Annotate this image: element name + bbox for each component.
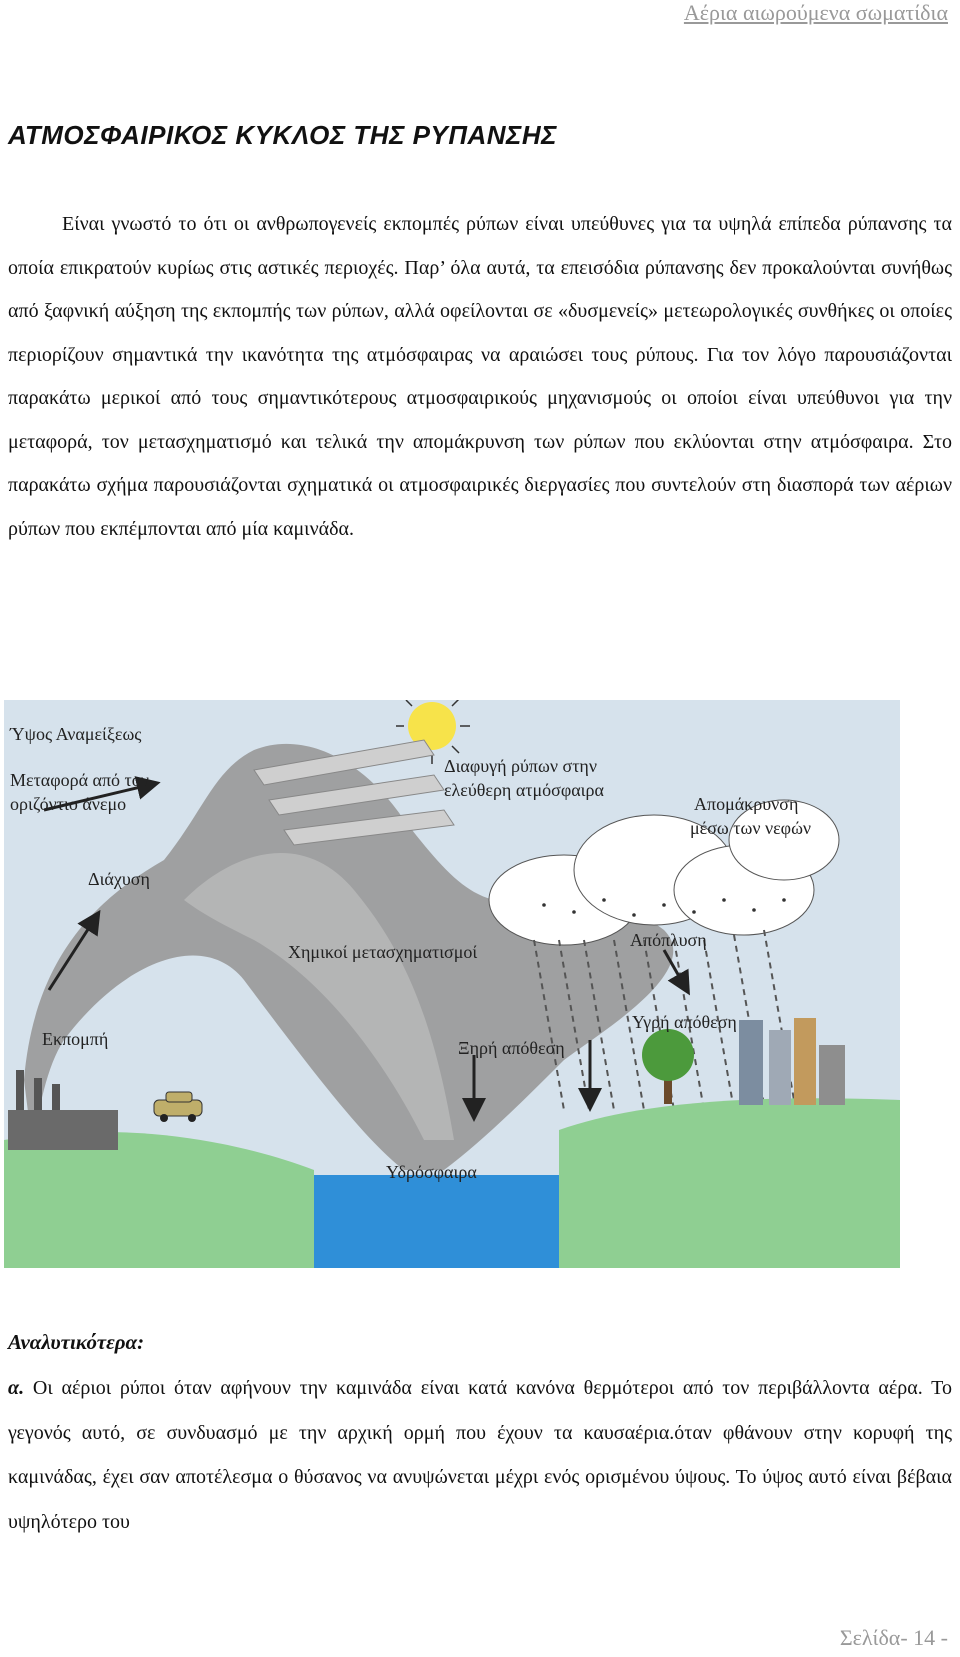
intro-paragraph: Είναι γνωστό το ότι οι ανθρωπογενείς εκπομπές ρύπων είναι υπεύθυνες για τα υψηλά επίπεδα ρύπανσης τα οποία επικρατούν κυρίως στις αστικές περιοχές. Παρ’ όλα αυτά, τα επεισόδια ρύπανσης δεν προκαλούνται συνήθως από ξαφνική αύξηση της εκπομπής των ρύπων, αλλά οφείλονται σε «δυσμενείς» μετεωρολογικές συνθήκες οι οποίες περιορίζουν σημαντικά την ικανότητα της ατμόσφαιρας να αραιώσει τους ρύπους. Για τον λόγο παρουσιάζονται παρακάτω μερικοί από τους σημαντικότερους ατμοσφαιρικούς μηχανισμούς οι οποίοι είναι υπεύθυνοι για την μεταφορά, τον μετασχηματισμό και τελικά την απομάκρυνση των ρύπων που εκλύονται στην ατμόσφαιρα. Στο παρακάτω σχήμα παρουσιάζονται σχηματικά οι ατμοσφαιρικές διεργασίες που συντελούν στη διασπορά των αέριων ρύπων που εκπέμπονται από μία καμινάδα. xyxy=(8,213,952,540)
water-body xyxy=(314,1175,559,1268)
label-escape-line1: Διαφυγή ρύπων στην xyxy=(444,756,597,776)
label-cloud-removal-line2: μέσω των νεφών xyxy=(690,818,812,838)
label-dry-deposition: Ξηρή απόθεση xyxy=(458,1038,565,1058)
pollution-cycle-figure xyxy=(4,700,900,1268)
label-escape-line2: ελεύθερη ατμόσφαιρα xyxy=(444,780,604,800)
label-mixing-height: Ύψος Αναμείξεως xyxy=(10,724,142,744)
label-washout: Απόπλυση xyxy=(630,930,707,950)
section-title: ΑΤΜΟΣΦΑΙΡΙΚΟΣ ΚΥΚΛΟΣ ΤΗΣ ΡΥΠΑΝΣΗΣ xyxy=(8,120,558,150)
label-cloud-removal-line1: Απομάκρυνση xyxy=(694,794,799,814)
label-chemical-transformations: Χημικοί μετασχηματισμοί xyxy=(288,942,478,962)
label-transport-line2: οριζόντιο άνεμο xyxy=(10,794,127,814)
running-header: Αέρια αιωρούμενα σωματίδια xyxy=(683,0,948,25)
page-number: Σελίδα- 14 - xyxy=(839,1625,948,1650)
detail-paragraph-a xyxy=(8,1366,952,1544)
detail-heading: Αναλυτικότερα: xyxy=(8,1330,145,1354)
label-diffusion: Διάχυση xyxy=(88,869,150,889)
item-a-text: Οι αέριοι ρύποι όταν αφήνουν την καμινάδα είναι κατά κανόνα θερμότεροι από τον περιβάλλοντα αέρα. Το γεγονός αυτό, σε συνδυασμό με την αρχική ορμή που έχουν τα καυσαέρια.όταν φθάνουν στην κορυφή της καμινάδας, έχει σαν αποτέλεσμα ο θύσανος να ανυψώνεται μέχρι ενός ορισμένου ύψους. Το ύψος αυτό είναι βέβαια υψηλότερο του xyxy=(8,1377,952,1533)
ground-right xyxy=(559,1098,900,1268)
label-emission: Εκπομπή xyxy=(42,1029,109,1049)
item-a-marker: α. xyxy=(8,1377,25,1399)
label-transport-line1: Μεταφορά από τον xyxy=(10,770,149,790)
label-hydrosphere: Υδρόσφαιρα xyxy=(386,1162,477,1182)
label-wet-deposition: Υγρή απόθεση xyxy=(632,1012,737,1032)
